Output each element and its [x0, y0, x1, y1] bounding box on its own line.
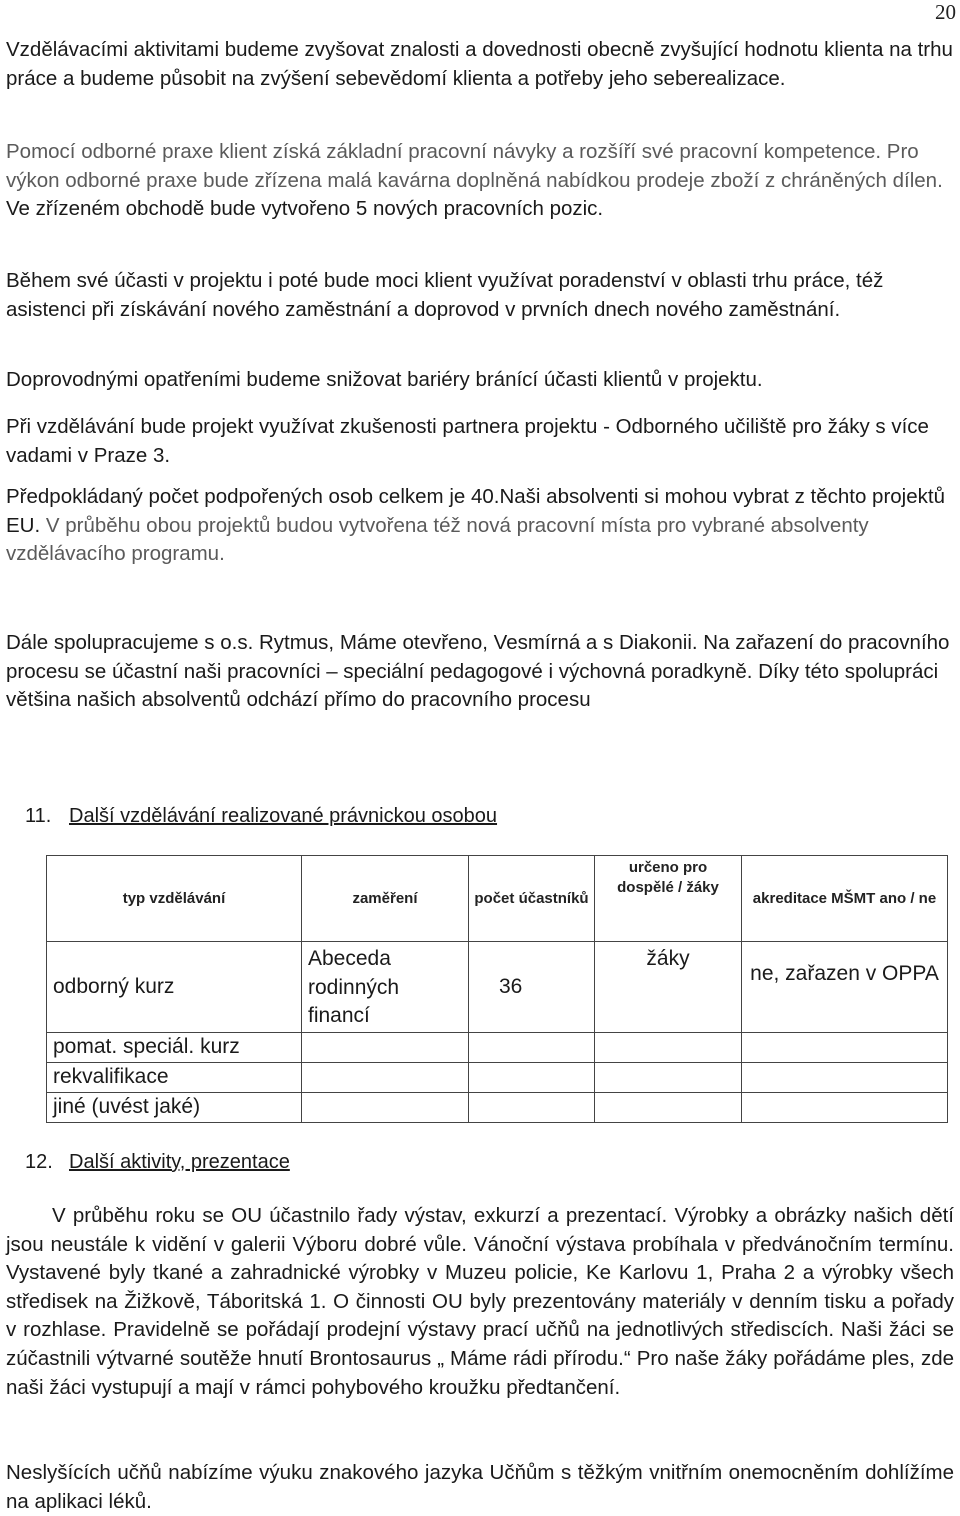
cell-type: odborný kurz [47, 942, 302, 1033]
section-11-heading [25, 803, 497, 829]
paragraph-counseling: Během své účasti v projektu i poté bude moci klient využívat poradenství v oblasti trhu práce, též asistenci při získávání nového zaměstnání a doprovod v prvních dnech nového zaměstnání. [6, 269, 884, 321]
paragraph-special-care: Neslyšících učňů nabízíme výuku znakového jazyka Učňům s těžkým vnitřním onemocněním dohlížíme na aplikaci léků. [6, 1461, 954, 1513]
cell-count: 36 [469, 942, 595, 1033]
paragraph-supported-persons [6, 483, 954, 569]
section-12-number: 12. [25, 1151, 53, 1173]
cell-accreditation: ne, zařazen v OPPA [742, 942, 948, 1033]
cell-focus: Abeceda rodinných financí [302, 942, 469, 1033]
new-jobs-text: V průběhu obou projektů budou vytvořena též nová pracovní místa pro vybrané absolventy vzdělávacího programu. [6, 513, 869, 566]
supported-count-text: Předpokládaný počet podpořených osob celkem je 40.Naši absolventi si mohou vybrat z těchto projektů EU. [6, 485, 945, 537]
paragraph-education-activities: Vzdělávacími aktivitami budeme zvyšovat znalosti a dovednosti obecně zvyšující hodnotu klienta na trhu práce a budeme působit na zvýšení sebevědomí klienta a potřeby jeho seberealizace. [6, 38, 953, 90]
table-row [47, 1033, 948, 1063]
paragraph-practice [6, 138, 954, 224]
table-header-row [47, 856, 948, 942]
section-12-title: Další aktivity, prezentace [69, 1151, 290, 1173]
header-accreditation: akreditace MŠMT ano / ne [742, 856, 948, 942]
paragraph-activities: V průběhu roku se OU účastnilo řady výstav, exkurzí a prezentací. Výrobky a obrázky našich dětí jsou neustále k vidění v galerii Výboru dobré vůle. Vánoční výstava probíhala v předvánočním termínu. Vystavené byly tkané a zahradnické výrobky v Muzeu policie, Ke Karlovu 1, Praha 2 a výrobky všech středisek na Žižkově, Táboritská 1. O činnosti OU byly prezentovány materiály v denním tisku a pořady v rozhlase. Pravidelně se pořádají prodejní výstavy prací učňů na jednotlivých střediscích. Naši žáci se zúčastnili výtvarné soutěže hnutí Brontosaurus „ Máme rádi přírodu.“ Pro naše žáky pořádáme ples, zde naši žáci vystupují a mají v rámci pohybového kroužku předtančení. [6, 1204, 954, 1399]
header-type: typ vzdělávání [47, 856, 302, 942]
table-row [47, 942, 948, 1033]
table-row [47, 1092, 948, 1122]
new-positions-text: Ve zřízeném obchodě bude vytvořeno 5 nových pracovních pozic. [6, 197, 604, 221]
header-target: určeno pro dospělé / žáky [595, 856, 742, 942]
section-12-heading [25, 1149, 290, 1175]
cell-type: jiné (uvést jaké) [47, 1092, 302, 1122]
table-row [47, 1062, 948, 1092]
cell-type: pomat. speciál. kurz [47, 1033, 302, 1063]
header-focus: zaměření [302, 856, 469, 942]
paragraph-partner: Při vzdělávání bude projekt využívat zkušenosti partnera projektu - Odborného učiliště pro žáky s více vadami v Praze 3. [6, 415, 929, 467]
paragraph-cooperation: Dále spolupracujeme s o.s. Rytmus, Máme otevřeno, Vesmírná a s Diakonii. Na zařazení do pracovního procesu se účastní naši pracovníci – speciální pedagogové i výchovná poradkyně. Díky této spolupráci většina našich absolventů odchází přímo do pracovního procesu [6, 631, 950, 712]
page-number: 20 [935, 0, 956, 24]
paragraph-barriers: Doprovodnými opatřeními budeme snižovat bariéry bránící účasti klientů v projektu. [6, 368, 763, 391]
cell-target: žáky [595, 942, 742, 1033]
section-11-number: 11. [25, 805, 52, 827]
practice-text: Pomocí odborné praxe klient získá základní pracovní návyky a rozšíří své pracovní kompetence. Pro výkon odborné praxe bude zřízena malá kavárna doplněná nabídkou prodeje zboží z chráněných dílen. [6, 140, 943, 192]
cell-type: rekvalifikace [47, 1062, 302, 1092]
education-table [46, 855, 948, 1123]
header-count: počet účastníků [469, 856, 595, 942]
section-11-title: Další vzdělávání realizované právnickou osobou [69, 805, 498, 827]
